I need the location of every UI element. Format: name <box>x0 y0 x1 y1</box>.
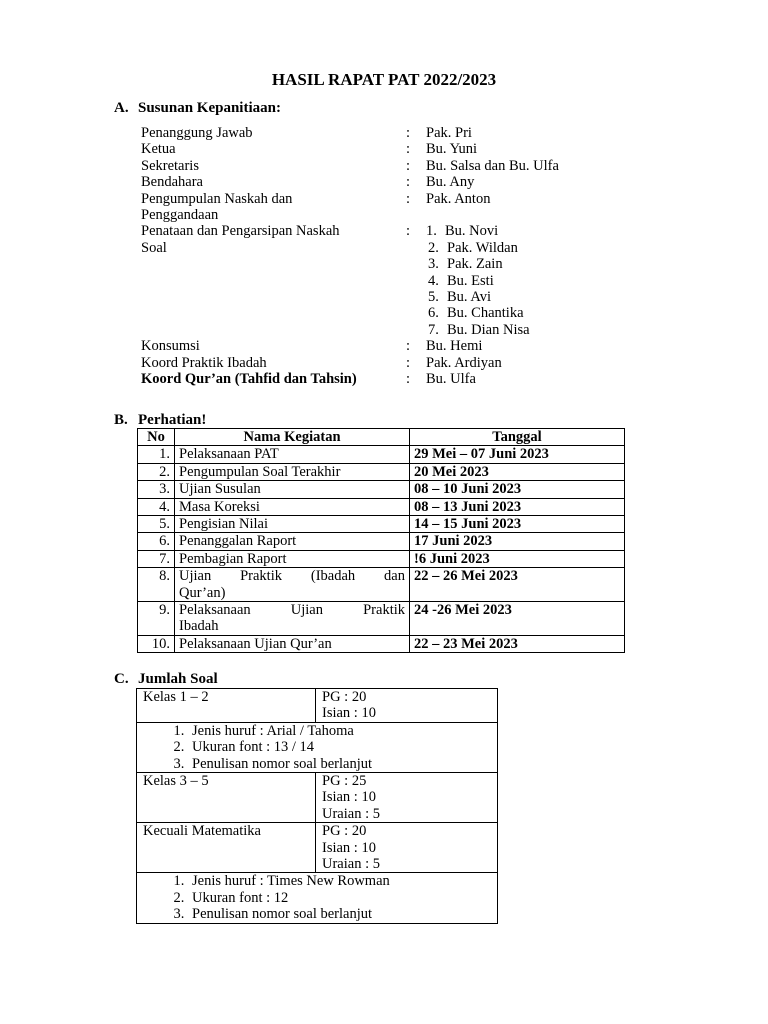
document-title: HASIL RAPAT PAT 2022/2023 <box>271 70 497 89</box>
table-row <box>137 823 498 873</box>
section-a-heading <box>114 100 281 116</box>
cell-soal <box>316 689 498 723</box>
table-row <box>137 773 498 823</box>
committee-role-line: Pengumpulan Naskah dan <box>141 190 293 207</box>
cell-kegiatan: Penanggalan Raport <box>175 533 410 550</box>
cell-no: 2. <box>138 463 175 480</box>
section-a-letter: A. <box>114 100 129 116</box>
cell-notes <box>137 873 498 923</box>
section-b-letter: B. <box>114 412 128 428</box>
list-item: 2. Ukuran font : 12 <box>188 890 491 906</box>
cell-tanggal: 20 Mei 2023 <box>410 463 625 480</box>
committee-role: Ketua <box>141 141 176 158</box>
cell-no: 10. <box>138 635 175 652</box>
soal-line: PG : 20 <box>322 823 367 840</box>
cell-tanggal: !6 Juni 2023 <box>410 550 625 567</box>
cell-tanggal: 17 Juni 2023 <box>410 533 625 550</box>
cell-kegiatan: Pengisian Nilai <box>175 516 410 533</box>
section-c-heading <box>114 671 218 687</box>
list-name: Bu. Esti <box>447 272 494 289</box>
cell-kegiatan <box>175 568 410 602</box>
list-item <box>426 289 601 305</box>
soal-line: Uraian : 5 <box>322 805 380 822</box>
cell-no: 7. <box>138 550 175 567</box>
header-tanggal: Tanggal <box>410 429 625 446</box>
cell-kegiatan-line: Ujian Praktik (Ibadah dan <box>179 568 405 585</box>
cell-tanggal: 22 – 23 Mei 2023 <box>410 635 625 652</box>
table-row <box>138 533 625 550</box>
section-b-heading <box>114 412 206 428</box>
cell-no: 1. <box>138 446 175 463</box>
list-name: Bu. Dian Nisa <box>447 321 530 338</box>
list-number: 2. <box>428 239 439 256</box>
committee-role: Konsumsi <box>141 338 200 355</box>
list-item <box>426 322 601 338</box>
committee-name: Pak. Anton <box>426 190 491 207</box>
committee-name: Bu. Salsa dan Bu. Ulfa <box>426 157 559 174</box>
list-name: Pak. Wildan <box>447 239 518 256</box>
cell-kegiatan: Ujian Susulan <box>175 481 410 498</box>
table-row <box>138 568 625 602</box>
list-item: 1. Jenis huruf : Arial / Tahoma <box>188 723 491 739</box>
soal-line: PG : 20 <box>322 689 367 705</box>
table-row <box>137 873 498 923</box>
committee-role: Koord Praktik Ibadah <box>141 354 267 371</box>
table-row <box>138 481 625 498</box>
list-item: 1. Jenis huruf : Times New Rowman <box>188 873 491 889</box>
list-name: Pak. Zain <box>447 256 503 273</box>
table-row <box>138 446 625 463</box>
list-number: 4. <box>428 272 439 289</box>
cell-kegiatan: Pembagian Raport <box>175 550 410 567</box>
committee-row <box>141 174 601 190</box>
committee-role: Penanggung Jawab <box>141 125 253 141</box>
committee-colon: : <box>406 125 411 141</box>
soal-line: Isian : 10 <box>322 705 376 722</box>
cell-soal <box>316 823 498 873</box>
committee-colon: : <box>406 223 411 240</box>
committee-role: Koord Qur’an (Tahfid dan Tahsin) <box>141 371 357 388</box>
list-number: 3. <box>428 256 439 273</box>
cell-kelas: Kelas 3 – 5 <box>137 773 316 823</box>
list-item <box>426 273 601 289</box>
cell-tanggal: 22 – 26 Mei 2023 <box>410 568 625 602</box>
soal-line: PG : 25 <box>322 773 367 790</box>
cell-kegiatan <box>175 602 410 636</box>
list-item: 3. Penulisan nomor soal berlanjut <box>188 756 491 772</box>
committee-row <box>141 338 601 354</box>
committee-role-line: Soal <box>141 239 167 256</box>
list-item <box>426 240 601 256</box>
cell-kegiatan-line: Ibadah <box>179 618 219 635</box>
committee-row <box>141 125 601 141</box>
cell-notes <box>137 722 498 772</box>
cell-tanggal: 08 – 10 Juni 2023 <box>410 481 625 498</box>
cell-tanggal: 14 – 15 Juni 2023 <box>410 516 625 533</box>
committee-row <box>141 223 601 338</box>
list-number: 6. <box>428 305 439 322</box>
committee-colon: : <box>406 190 411 207</box>
list-number: 5. <box>428 289 439 306</box>
committee-name: Bu. Any <box>426 174 475 191</box>
cell-no: 9. <box>138 602 175 636</box>
cell-kegiatan-line: Qur’an) <box>179 584 226 601</box>
committee-role-line: Penggandaan <box>141 207 219 224</box>
committee-colon: : <box>406 371 411 388</box>
list-number: 1. <box>426 223 437 240</box>
cell-soal <box>316 773 498 823</box>
committee-name: Pak. Pri <box>426 125 472 141</box>
section-a-title: Susunan Kepanitiaan: <box>138 100 281 116</box>
cell-kegiatan: Pelaksanaan PAT <box>175 446 410 463</box>
table-header-row <box>138 429 625 446</box>
cell-tanggal: 24 -26 Mei 2023 <box>410 602 625 636</box>
cell-tanggal: 29 Mei – 07 Juni 2023 <box>410 446 625 463</box>
cell-kelas: Kelas 1 – 2 <box>137 689 316 723</box>
schedule-table <box>137 428 625 653</box>
list-item: 2. Ukuran font : 13 / 14 <box>188 739 491 755</box>
section-b-title: Perhatian! <box>138 412 207 428</box>
committee-colon: : <box>406 338 411 355</box>
cell-tanggal: 08 – 13 Juni 2023 <box>410 498 625 515</box>
cell-no: 5. <box>138 516 175 533</box>
committee-role-line: Penataan dan Pengarsipan Naskah <box>141 223 340 240</box>
committee-role: Bendahara <box>141 174 203 191</box>
header-no: No <box>138 429 175 446</box>
list-item: 3. Penulisan nomor soal berlanjut <box>188 906 491 922</box>
table-row <box>137 689 498 723</box>
committee-name: Bu. Hemi <box>426 338 483 355</box>
table-row <box>138 550 625 567</box>
cell-kegiatan: Pengumpulan Soal Terakhir <box>175 463 410 480</box>
table-row <box>138 498 625 515</box>
committee-colon: : <box>406 157 411 174</box>
committee-role: Sekretaris <box>141 157 199 174</box>
list-item <box>426 305 601 321</box>
committee-row <box>141 158 601 174</box>
notes-list <box>143 723 491 772</box>
cell-no: 3. <box>138 481 175 498</box>
list-number: 7. <box>428 321 439 338</box>
cell-no: 8. <box>138 568 175 602</box>
cell-no: 4. <box>138 498 175 515</box>
committee-role <box>141 191 406 224</box>
committee-colon: : <box>406 141 411 158</box>
table-row <box>138 602 625 636</box>
soal-line: Uraian : 5 <box>322 856 380 873</box>
cell-kelas: Kecuali Matematika <box>137 823 316 873</box>
table-row <box>138 516 625 533</box>
cell-kegiatan: Pelaksanaan Ujian Qur’an <box>175 635 410 652</box>
header-kegiatan: Nama Kegiatan <box>175 429 410 446</box>
committee-role <box>141 223 406 338</box>
list-name: Bu. Avi <box>447 289 492 306</box>
question-count-table <box>136 688 498 924</box>
table-row <box>137 722 498 772</box>
cell-no: 6. <box>138 533 175 550</box>
cell-kegiatan-line: Pelaksanaan Ujian Praktik <box>179 602 405 619</box>
committee-name: Bu. Ulfa <box>426 371 476 388</box>
committee-row <box>141 141 601 157</box>
notes-list <box>143 873 491 922</box>
committee-colon: : <box>406 174 411 191</box>
committee-name: Bu. Yuni <box>426 141 478 158</box>
section-c-letter: C. <box>114 671 129 687</box>
committee-name-list <box>426 223 601 338</box>
committee-name: Pak. Ardiyan <box>426 354 502 371</box>
committee-row <box>141 371 601 387</box>
soal-line: Isian : 10 <box>322 839 376 856</box>
cell-kegiatan: Masa Koreksi <box>175 498 410 515</box>
list-item <box>426 256 601 272</box>
list-item <box>426 223 601 239</box>
list-name: Bu. Novi <box>445 223 499 240</box>
section-c-title: Jumlah Soal <box>138 671 218 687</box>
table-row <box>138 463 625 480</box>
soal-line: Isian : 10 <box>322 789 376 806</box>
list-name: Bu. Chantika <box>447 305 524 322</box>
committee-list <box>141 125 601 388</box>
committee-row <box>141 191 601 224</box>
table-row <box>138 635 625 652</box>
committee-row <box>141 355 601 371</box>
committee-colon: : <box>406 354 411 371</box>
